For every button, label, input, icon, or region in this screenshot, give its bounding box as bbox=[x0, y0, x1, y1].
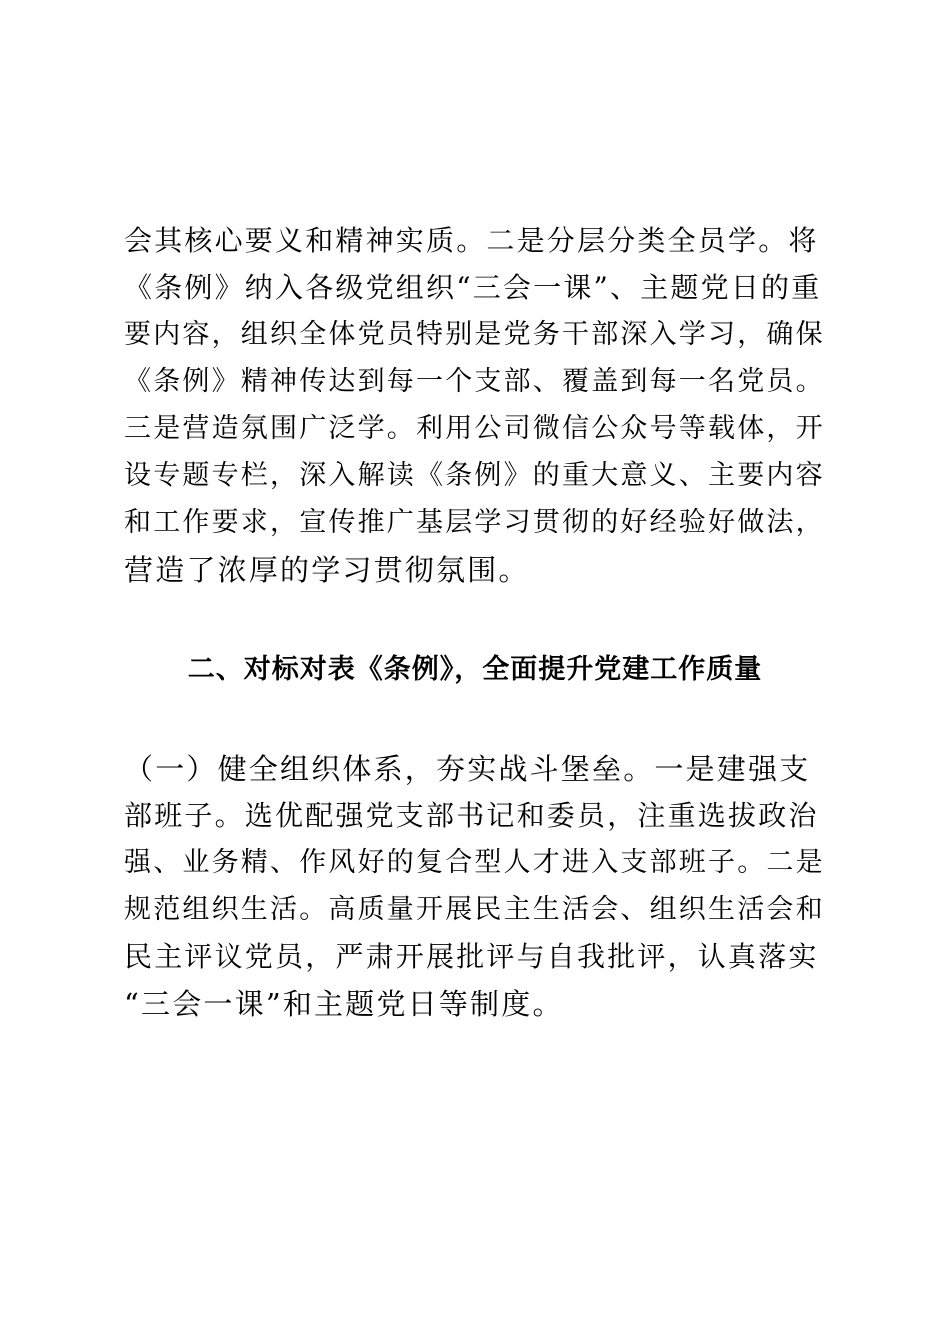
paragraph-1-line: 三是营造氛围广泛学。利用公司微信公众号等载体，开 bbox=[124, 413, 825, 444]
paragraph-2-line: 强、业务精、作风好的复合型人才进入支部班子。二是 bbox=[124, 847, 825, 878]
paragraph-2-line: 规范组织生活。高质量开展民主生活会、组织生活会和 bbox=[124, 894, 825, 925]
paragraph-1-line: 会其核心要义和精神实质。二是分层分类全员学。将 bbox=[124, 224, 819, 257]
section-heading: 二、对标对表《条例》，全面提升党建工作质量 bbox=[187, 654, 763, 685]
paragraph-1-line: 《条例》纳入各级党组织“三会一课”、主题党日的重 bbox=[124, 271, 822, 304]
paragraph-1-line: 和工作要求，宣传推广基层学习贯彻的好经验好做法， bbox=[124, 507, 825, 538]
paragraph-1-line: 《条例》精神传达到每一个支部、覆盖到每一名党员。 bbox=[124, 366, 825, 397]
paragraph-2-line: 部班子。选优配强党支部书记和委员，注重选拔政治 bbox=[124, 799, 819, 832]
paragraph-1-line: 要内容，组织全体党员特别是党务干部深入学习，确保 bbox=[124, 319, 825, 350]
paragraph-2-line: （一）健全组织体系，夯实战斗堡垒。一是建强支 bbox=[124, 752, 811, 786]
paragraph-2-line: 民主评议党员，严肃开展批评与自我批评，认真落实 bbox=[124, 940, 819, 973]
paragraph-1-line: 设专题专栏，深入解读《条例》的重大意义、主要内容 bbox=[124, 460, 825, 491]
paragraph-1-line: 营造了浓厚的学习贯彻氛围。 bbox=[124, 553, 530, 587]
paragraph-2-line: “三会一课”和主题党日等制度。 bbox=[124, 987, 564, 1021]
